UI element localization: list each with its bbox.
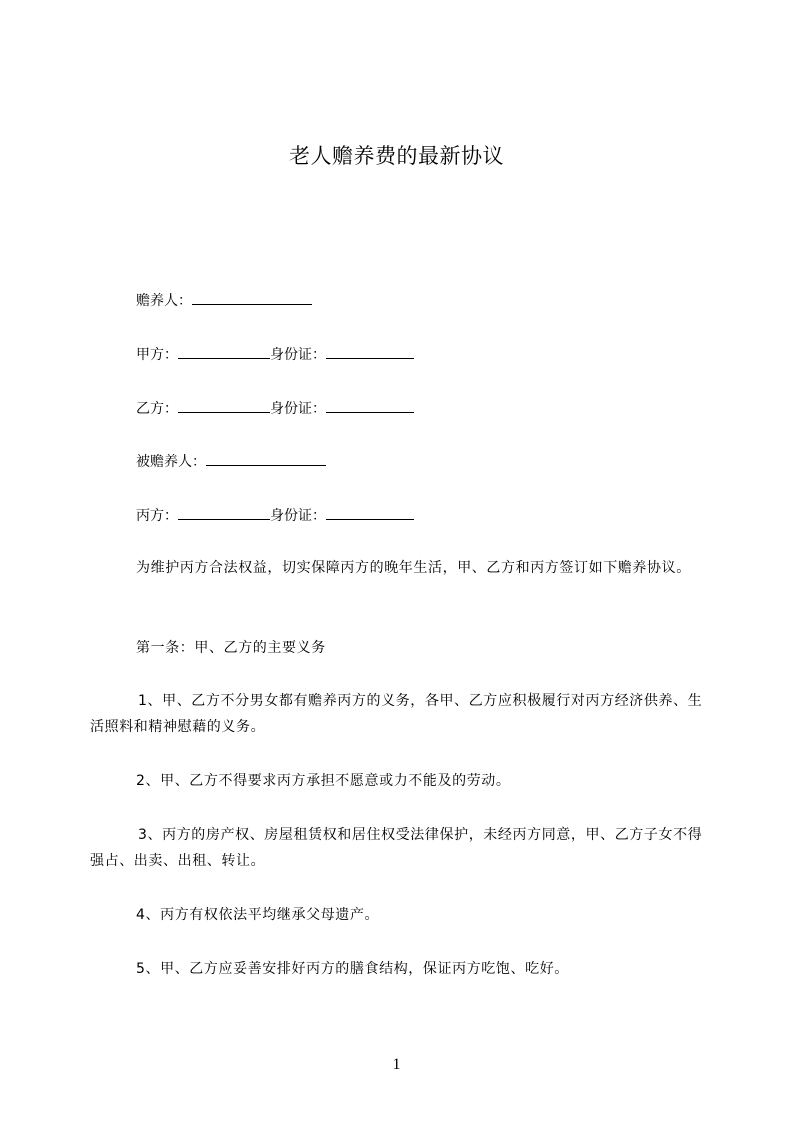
- party-c-id-blank: [326, 505, 414, 520]
- document-title: 老人赡养费的最新协议: [289, 144, 504, 168]
- party-b-id-blank: [326, 398, 414, 413]
- party-a-line: [136, 344, 414, 365]
- clause-4: 4、丙方有权依法平均继承父母遗产。: [136, 907, 380, 923]
- supporter-blank: [192, 290, 312, 305]
- supported-line: [136, 451, 326, 472]
- party-c-name-blank: [178, 505, 270, 520]
- clause-2: 2、甲、乙方不得要求丙方承担不愿意或力不能及的劳动。: [136, 773, 511, 789]
- page-number: 1: [392, 1056, 401, 1073]
- article-heading: 第一条：甲、乙方的主要义务: [136, 640, 326, 656]
- party-c-id-label: 身份证：: [270, 508, 326, 524]
- party-a-id-label: 身份证：: [270, 347, 326, 363]
- clause-1: 1、甲、乙方不分男女都有赡养丙方的义务，各甲、乙方应积极履行对丙方经济供养、生活照料和精神慰藉的义务。: [90, 693, 703, 735]
- clause-5: 5、甲、乙方应妥善安排好丙方的膳食结构，保证丙方吃饱、吃好。: [136, 961, 569, 977]
- party-b-label: 乙方：: [136, 401, 178, 417]
- party-b-id-label: 身份证：: [270, 401, 326, 417]
- party-c-label: 丙方：: [136, 508, 178, 524]
- party-b-name-blank: [178, 398, 270, 413]
- supporter-line: [136, 290, 312, 311]
- party-a-name-blank: [178, 344, 270, 359]
- supported-label: 被赡养人：: [136, 454, 206, 470]
- party-a-label: 甲方：: [136, 347, 178, 363]
- clause-3: 3、丙方的房产权、房屋租赁权和居住权受法律保护，未经丙方同意，甲、乙方子女不得强占、出卖、出租、转让。: [90, 827, 703, 869]
- intro-paragraph: 为维护丙方合法权益，切实保障丙方的晚年生活，甲、乙方和丙方签订如下赡养协议。: [136, 560, 691, 576]
- party-b-line: [136, 398, 414, 419]
- party-c-line: [136, 505, 414, 526]
- supporter-label: 赡养人：: [136, 293, 192, 309]
- party-a-id-blank: [326, 344, 414, 359]
- supported-blank: [206, 451, 326, 466]
